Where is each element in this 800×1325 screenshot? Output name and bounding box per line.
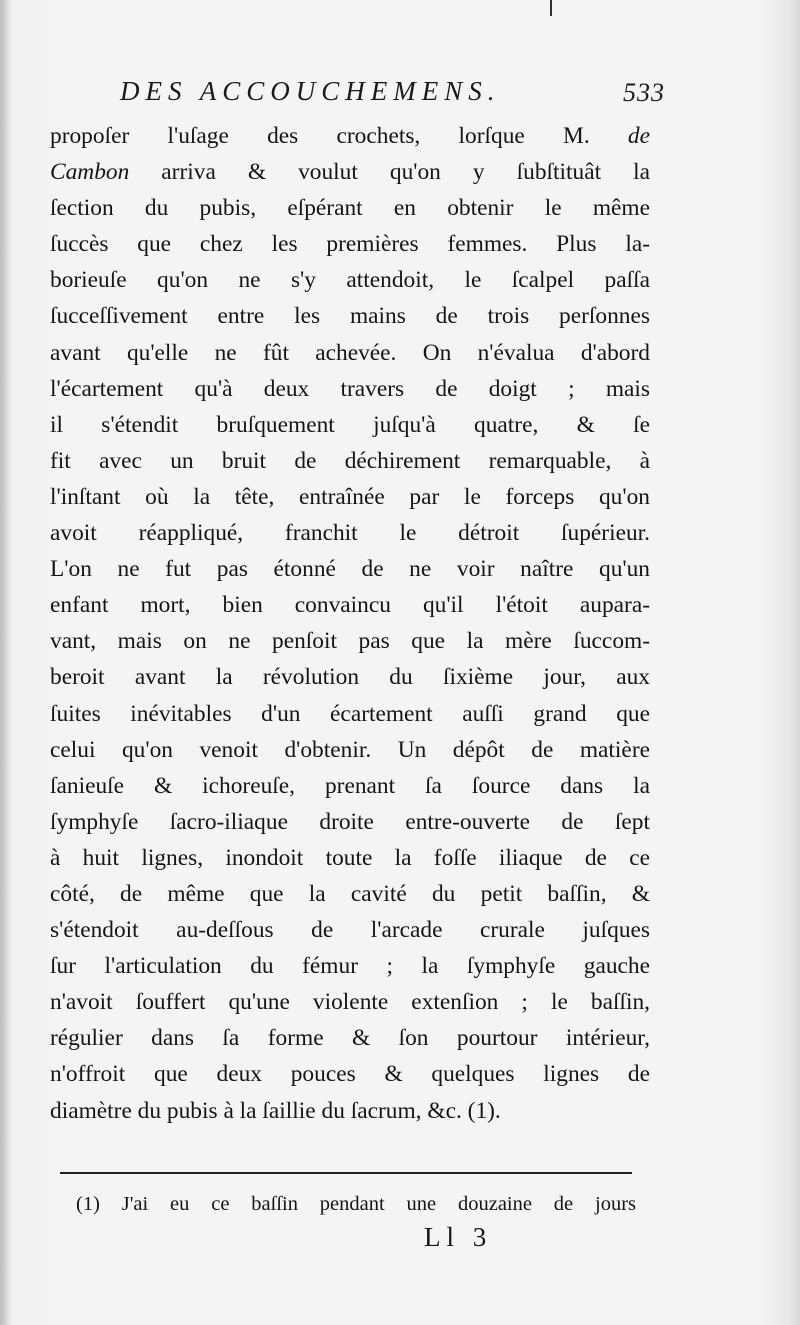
- text-line: l'inſtant où la tête, entraînée par le forceps qu'on: [50, 483, 650, 510]
- text-line: propoſer l'uſage des crochets, lorſque M. de: [50, 123, 650, 149]
- text-line: à huit lignes, inondoit toute la foſſe iliaque de ce: [50, 844, 650, 871]
- signature-mark: Ll 3: [424, 1222, 493, 1252]
- text-line: ſur l'articulation du fémur ; la ſymphyſe gauche: [50, 953, 650, 980]
- text-line: Cambon arriva & voulut qu'on y ſubſtituât la: [50, 159, 650, 186]
- text-line: ſection du pubis, eſpérant en obtenir le même: [50, 195, 650, 222]
- text-line: enfant mort, bien convaincu qu'il l'étoit aupara-: [50, 592, 650, 619]
- text-line: régulier dans ſa forme & ſon pourtour intérieur,: [50, 1025, 650, 1052]
- text-line: vant, mais on ne penſoit pas que la mère ſuccom-: [50, 628, 650, 655]
- text-line: l'écartement qu'à deux travers de doigt ; mais: [50, 375, 650, 402]
- top-edge-mark: [550, 0, 552, 16]
- running-head: [120, 76, 665, 110]
- text-line: avoit réappliqué, franchit le détroit ſupérieur.: [50, 520, 650, 547]
- text-line: ſymphyſe ſacro-iliaque droite entre-ouverte de ſept: [50, 808, 650, 835]
- text-line: n'offroit que deux pouces & quelques lignes de: [50, 1061, 650, 1088]
- text-line-last: diamètre du pubis à la ſaillie du ſacrum, &c. (1).: [50, 1097, 501, 1124]
- footnote-rule: [60, 1172, 632, 1174]
- gutter-shadow: [0, 0, 10, 1325]
- text-line: il s'étendit bruſquement juſqu'à quatre, & ſe: [50, 411, 650, 438]
- text-line: avant qu'elle ne fût achevée. On n'évalua d'abord: [50, 339, 650, 366]
- text-line: fit avec un bruit de déchirement remarquable, à: [50, 447, 650, 474]
- footnote: (1) J'ai eu ce baſſin pendant une douzaine de jours: [76, 1193, 636, 1215]
- running-title: DES ACCOUCHEMENS.: [120, 76, 501, 106]
- text-line: borieuſe qu'on ne s'y attendoit, le ſcalpel paſſa: [50, 267, 650, 294]
- text-line: ſucceſſivement entre les mains de trois perſonnes: [50, 303, 650, 330]
- text-line: L'on ne fut pas étonné de ne voir naître qu'un: [50, 556, 650, 583]
- text-line: ſuites inévitables d'un écartement auſſi grand que: [50, 700, 650, 727]
- text-line: ſanieuſe & ichoreuſe, prenant ſa ſource dans la: [50, 772, 650, 799]
- text-line: celui qu'on venoit d'obtenir. Un dépôt de matière: [50, 736, 650, 763]
- body-text: [50, 118, 650, 1129]
- text-line: ſuccès que chez les premières femmes. Plus la-: [50, 231, 650, 258]
- text-line: n'avoit ſouffert qu'une violente extenſion ; le baſſin,: [50, 989, 650, 1016]
- text-line: beroit avant la révolution du ſixième jour, aux: [50, 664, 650, 691]
- text-line: s'étendoit au-deſſous de l'arcade crurale juſques: [50, 917, 650, 944]
- text-line: côté, de même que la cavité du petit baſſin, &: [50, 880, 650, 907]
- page-number: 533: [623, 78, 665, 107]
